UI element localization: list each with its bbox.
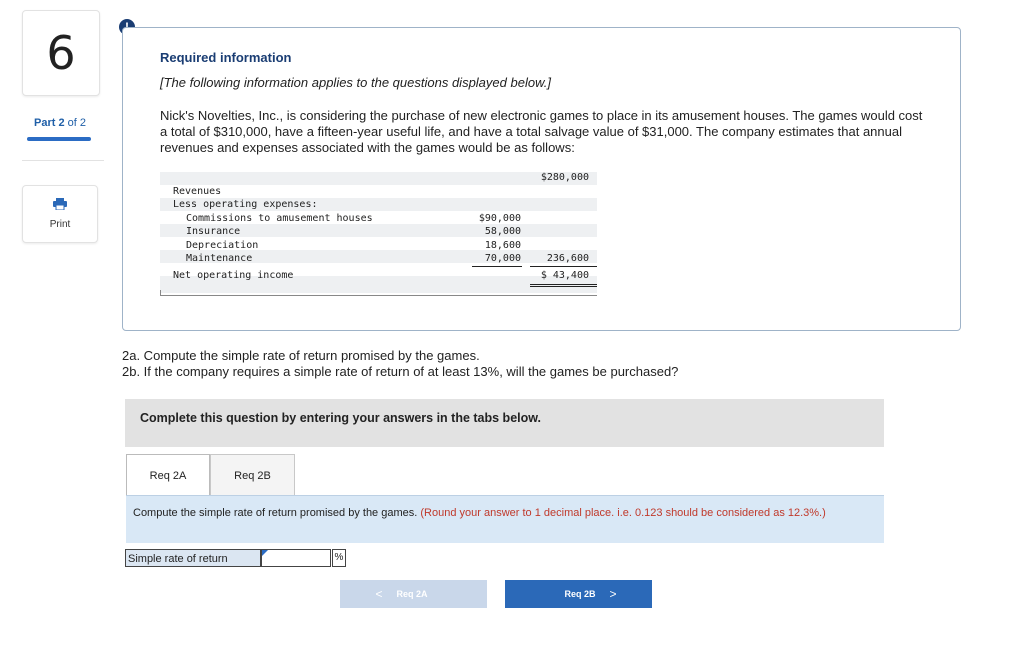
table-row: [160, 240, 597, 253]
double-underline-bottom: [530, 286, 597, 287]
question-number: 6: [46, 26, 76, 80]
print-button[interactable]: [22, 185, 98, 243]
question-2a: 2a. Compute the simple rate of return promised by the games.: [122, 348, 480, 363]
table-row: [160, 253, 597, 266]
left-divider: [22, 160, 104, 161]
part-indicator: [22, 117, 98, 129]
table-row: [160, 226, 597, 239]
total-underline: [530, 266, 597, 267]
net-income-label: Net operating income: [173, 270, 294, 281]
input-flag-icon: [262, 550, 268, 556]
question-prompts: [122, 348, 678, 380]
chevron-left-icon: <: [375, 587, 383, 601]
required-info-title: Required information: [160, 50, 292, 65]
expense-amount: 70,000: [484, 253, 521, 264]
instruction-main: Compute the simple rate of return promised by the games.: [133, 507, 418, 519]
instruction-rounding-note: (Round your answer to 1 decimal place. i.e. 0.123 should be considered as 12.3%.): [420, 507, 826, 519]
revenues-total: $280,000: [540, 172, 589, 183]
prev-req-button[interactable]: [340, 580, 487, 608]
complete-instruction-bar: [125, 399, 884, 447]
subtotal-underline: [472, 266, 522, 267]
expense-amount: $90,000: [478, 213, 521, 224]
table-bottom-border: [160, 295, 597, 296]
table-row-less: [160, 199, 597, 212]
next-req-button[interactable]: [505, 580, 652, 608]
tab-req-2b[interactable]: Req 2B: [210, 454, 295, 497]
simple-rate-input[interactable]: [261, 549, 331, 567]
tab-instruction-panel: [126, 496, 884, 543]
part-suffix: of 2: [67, 117, 86, 129]
tab-instruction-text: [133, 506, 863, 520]
expense-label: Maintenance: [186, 253, 253, 264]
next-req-label: Req 2B: [564, 589, 596, 599]
less-expenses-label: Less operating expenses:: [173, 199, 318, 210]
part-progress-bar: [27, 137, 91, 141]
tab-req-2a[interactable]: Req 2A: [126, 454, 210, 497]
double-underline-top: [530, 284, 597, 285]
expenses-total: 236,600: [546, 253, 589, 264]
expense-label: Commissions to amusement houses: [186, 213, 373, 224]
prev-req-label: Req 2A: [396, 589, 428, 599]
percent-unit: %: [332, 549, 346, 567]
print-label: Print: [49, 219, 71, 230]
expense-label: Depreciation: [186, 240, 259, 251]
expense-label: Insurance: [186, 226, 241, 237]
required-info-subtitle: [The following information applies to the questions displayed below.]: [160, 75, 551, 90]
table-left-tick: [160, 290, 161, 296]
part-prefix: Part 2: [34, 117, 65, 129]
printer-icon: [53, 198, 67, 210]
complete-instruction-text: Complete this question by entering your answers in the tabs below.: [140, 411, 541, 425]
answer-label: Simple rate of return: [125, 549, 261, 567]
expense-amount: 58,000: [484, 226, 521, 237]
table-row-revenues: [160, 172, 597, 199]
table-stripe: [160, 172, 597, 185]
table-row: [160, 213, 597, 226]
scenario-paragraph: Nick's Novelties, Inc., is considering the purchase of new electronic games to place in its amusement houses. The games would cost a total of $310,000, have a fifteen-year useful life, and have a total salvage value of $31,000. The company estimates that annual revenues and expenses associated with the games would be as follows:: [160, 108, 923, 155]
revenues-label: Revenues: [173, 186, 222, 197]
chevron-right-icon: >: [609, 587, 617, 601]
income-statement-table: [160, 172, 597, 300]
expense-amount: 18,600: [484, 240, 521, 251]
question-2b: 2b. If the company requires a simple rate of return of at least 13%, will the games be purchased?: [122, 364, 679, 379]
table-row-net: [160, 270, 597, 283]
net-income-total: $ 43,400: [540, 270, 589, 281]
question-number-box: [22, 10, 100, 96]
